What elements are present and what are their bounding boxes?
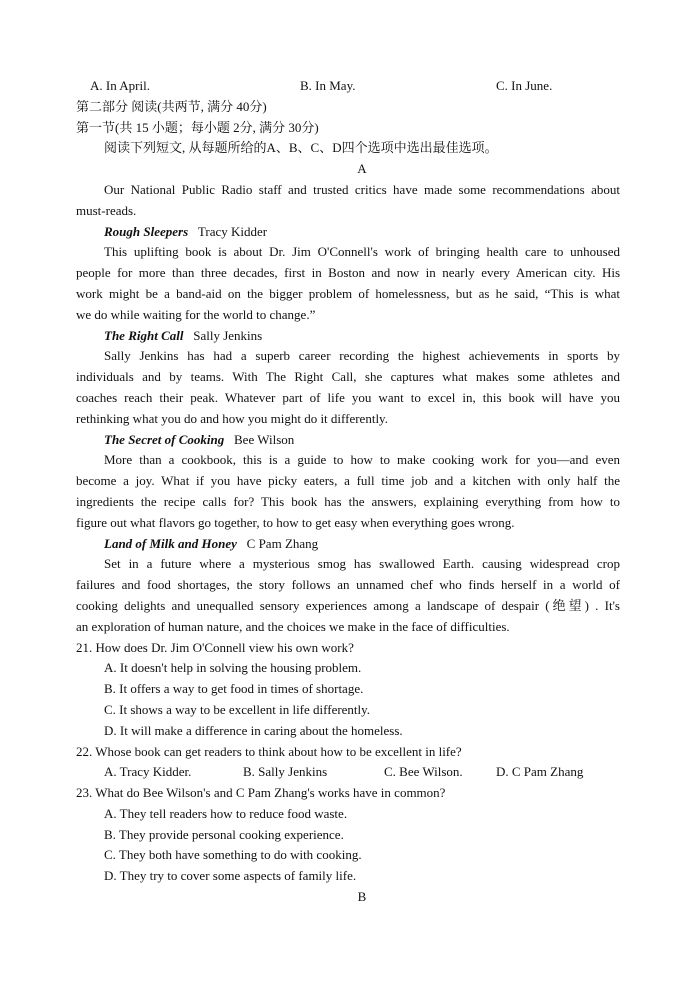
book-text-line: More than a cookbook, this is a guide to how to make cooking work for you—and even — [104, 452, 620, 468]
book-text-line: This uplifting book is about Dr. Jim O'Connell's work of bringing health care to unhoused — [104, 244, 620, 260]
passage-b-label: B — [357, 889, 367, 905]
prev-option-b: B. In May. — [300, 78, 356, 93]
question-21-stem: 21. How does Dr. Jim O'Connell view his own work? — [76, 639, 354, 655]
book-text-line: we do while waiting for the world to change.” — [76, 306, 316, 322]
question-21-option-c: C. It shows a way to be excellent in life differently. — [104, 701, 371, 717]
instruction: 阅读下列短文, 从每题所给的A、B、C、D四个选项中选出最佳选项。 — [104, 140, 498, 156]
book-text-line: rethinking what you do and how you might do it differently. — [76, 410, 388, 426]
question-22-option-b: B. Sally Jenkins — [243, 764, 328, 780]
question-21-option-d: D. It will make a difference in caring about the homeless. — [104, 722, 403, 738]
question-21-option-b: B. It offers a way to get food in times of shortage. — [104, 681, 364, 697]
book-text-line: Sally Jenkins has had a superb career recording the highest achievements in sports by — [104, 348, 620, 364]
question-23-option-c: C. They both have something to do with cooking. — [104, 847, 362, 863]
book-text-line: failures and food shortages, the story follows an unnamed chef who finds herself in a world of — [76, 577, 620, 593]
book-text-line: figure out what flavors go together, to how to get easy when everything goes wrong. — [76, 514, 515, 530]
book-title: Rough Sleepers — [104, 223, 189, 239]
book-title: The Secret of Cooking — [104, 431, 225, 447]
question-23-option-d: D. They try to cover some aspects of family life. — [104, 868, 357, 884]
book-heading — [76, 430, 620, 451]
book-text-line: coaches reach their peak. Whatever part of life you want to excel in, this book will have you — [76, 389, 620, 405]
book-heading — [76, 326, 620, 347]
book-text-line: ingredients the recipe calls for? This book has the answers, explaining everything from how to — [76, 493, 620, 509]
question-22-option-c: C. Bee Wilson. — [384, 764, 463, 780]
book-author: Sally Jenkins — [193, 327, 263, 343]
prev-option-c: C. In June. — [496, 78, 553, 93]
question-22-option-d: D. C Pam Zhang — [496, 764, 584, 780]
book-title: Land of Milk and Honey — [104, 535, 237, 551]
question-22-option-a: A. Tracy Kidder. — [104, 764, 192, 780]
book-author: Bee Wilson — [234, 431, 295, 447]
book-text-line: work might be a band-aid on the bigger problem of homelessness, but as he said, “This is what — [76, 285, 620, 301]
intro-line-2: must-reads. — [76, 202, 137, 218]
book-text-line: people for more than three decades, first in Boston and now in nearly every American city. His — [76, 265, 620, 281]
book-text-line: cooking delights and unequalled sensory experiences among a landscape of despair (绝望) . It's — [76, 597, 620, 613]
book-heading — [76, 534, 620, 555]
passage-a-label: A — [357, 161, 367, 177]
book-heading — [76, 222, 620, 243]
section-heading: 第一节(共 15 小题；每小题 2分, 满分 30分) — [76, 119, 319, 135]
book-author: Tracy Kidder — [197, 223, 268, 239]
book-text-line: individuals and by teams. With The Right Call, she captures what makes some athletes and — [76, 369, 620, 385]
book-title: The Right Call — [104, 327, 184, 343]
book-text-line: an exploration of human nature, and the choices we make in the face of difficulties. — [76, 618, 510, 634]
intro-line-1: Our National Public Radio staff and trusted critics have made some recommendations about — [104, 181, 620, 197]
question-23-option-a: A. They tell readers how to reduce food waste. — [104, 805, 348, 821]
book-text-line: become a joy. What if you have picky eaters, a full time job and a kitchen with only half the — [76, 473, 620, 489]
question-21-option-a: A. It doesn't help in solving the housing problem. — [104, 660, 362, 676]
question-22-stem: 22. Whose book can get readers to think about how to be excellent in life? — [76, 743, 462, 759]
question-22-options — [76, 762, 620, 783]
question-23-stem: 23. What do Bee Wilson's and C Pam Zhang's works have in common? — [76, 785, 446, 801]
prev-question-options — [76, 76, 620, 97]
question-23-option-b: B. They provide personal cooking experience. — [104, 826, 344, 842]
page-content — [76, 76, 620, 908]
part-heading: 第二部分 阅读(共两节, 满分 40分) — [76, 98, 267, 114]
prev-option-a: A. In April. — [90, 78, 150, 93]
book-text-line: Set in a future where a mysterious smog has swallowed Earth. causing widespread crop — [104, 556, 620, 572]
book-author: C Pam Zhang — [246, 535, 319, 551]
